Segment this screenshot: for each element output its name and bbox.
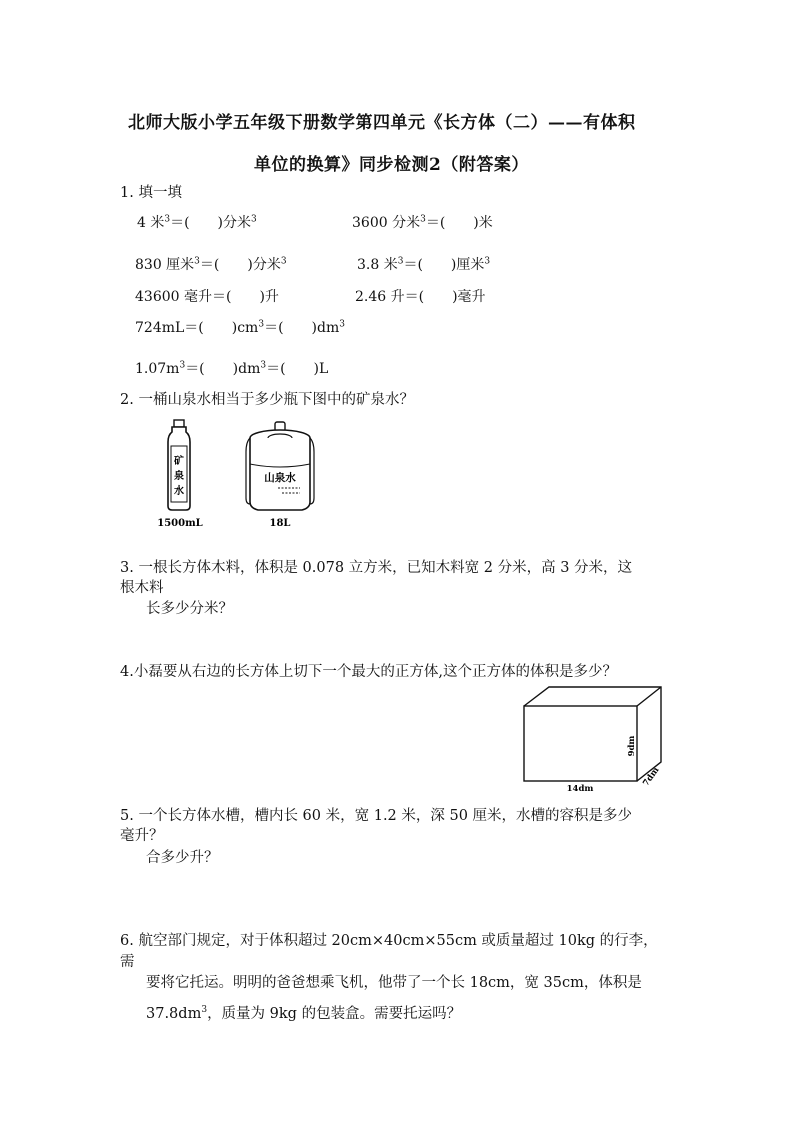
barrel-label: 山泉水 [264, 472, 296, 484]
cuboid-height: 9dm [627, 735, 637, 757]
q5-line-3: 合多少升？ [146, 850, 219, 866]
q4-cuboid-figure [515, 684, 690, 794]
q6-line-2: 需 [120, 954, 135, 970]
q6-line-1: 6. 航空部门规定，对于体积超过 20cm×40cm×55cm 或质量超过 10kg 的行李， [120, 933, 658, 949]
q1-item-g: 724mL＝( )$cm^3=$( )$dm^3$ [135, 319, 345, 336]
title-line-1: 北师大版小学五年级下册数学第四单元《长方体（二）——有体积 [128, 113, 636, 133]
bottle-label-3: 水 [174, 486, 184, 497]
q6-line-4: $37.8dm^3$，质量为 9kg 的包装盒。需要托运吗？ [146, 1005, 462, 1022]
q2-text: 2. 一桶山泉水相当于多少瓶下图中的矿泉水？ [120, 392, 414, 408]
q3-line-2: 根木料 [120, 580, 164, 596]
q6-line-3: 要将它托运。明明的爸爸想乘飞机，他带了一个长 18cm，宽 35cm，体积是 [146, 975, 642, 991]
q1-item-h: $1.07m^3=$( )$dm^3=$( )L [135, 360, 329, 377]
bottle-label-1: 矿 [174, 456, 184, 467]
title-line-2: 单位的换算》同步检测2（附答案） [254, 155, 529, 175]
barrel-caption: 18L [269, 518, 291, 529]
q1-item-b: 3600 分米$^3$＝( )米 [352, 214, 493, 231]
cuboid-depth: 7dm [641, 765, 662, 789]
cuboid-length: 14dm [566, 784, 594, 794]
q3-line-3: 长多少分米？ [146, 601, 233, 617]
q5-line-2: 毫升？ [120, 828, 164, 844]
q1-item-e: 43600 毫升＝( )升 [135, 289, 279, 305]
mineral-water-bottle [157, 420, 202, 529]
q2-figure [150, 418, 330, 533]
q4-text: 4.小磊要从右边的长方体上切下一个最大的正方体,这个正方体的体积是多少？ [120, 664, 617, 680]
q1-heading: 1. 填一填 [120, 185, 182, 201]
q1-item-c: 830 厘米$^3$＝( )分米$^3$ [135, 256, 287, 273]
q1-item-f: 2.46 升＝( )毫升 [355, 289, 486, 305]
q1-item-a: 4 米$^3$＝( )分米$^3$ [137, 214, 257, 231]
spring-water-barrel [246, 422, 314, 529]
q5-line-1: 5. 一个长方体水槽，槽内长 60 米，宽 1.2 米，深 50 厘米，水槽的容积是多少 [120, 808, 633, 824]
q3-line-1: 3. 一根长方体木料，体积是 0.078 立方米，已知木料宽 2 分米，高 3 分米，这 [120, 560, 633, 576]
q1-item-d: 3.8 米$^3$＝( )厘米$^3$ [357, 256, 491, 273]
bottle-caption: 1500mL [157, 518, 203, 529]
bottle-label-2: 泉 [174, 471, 184, 482]
